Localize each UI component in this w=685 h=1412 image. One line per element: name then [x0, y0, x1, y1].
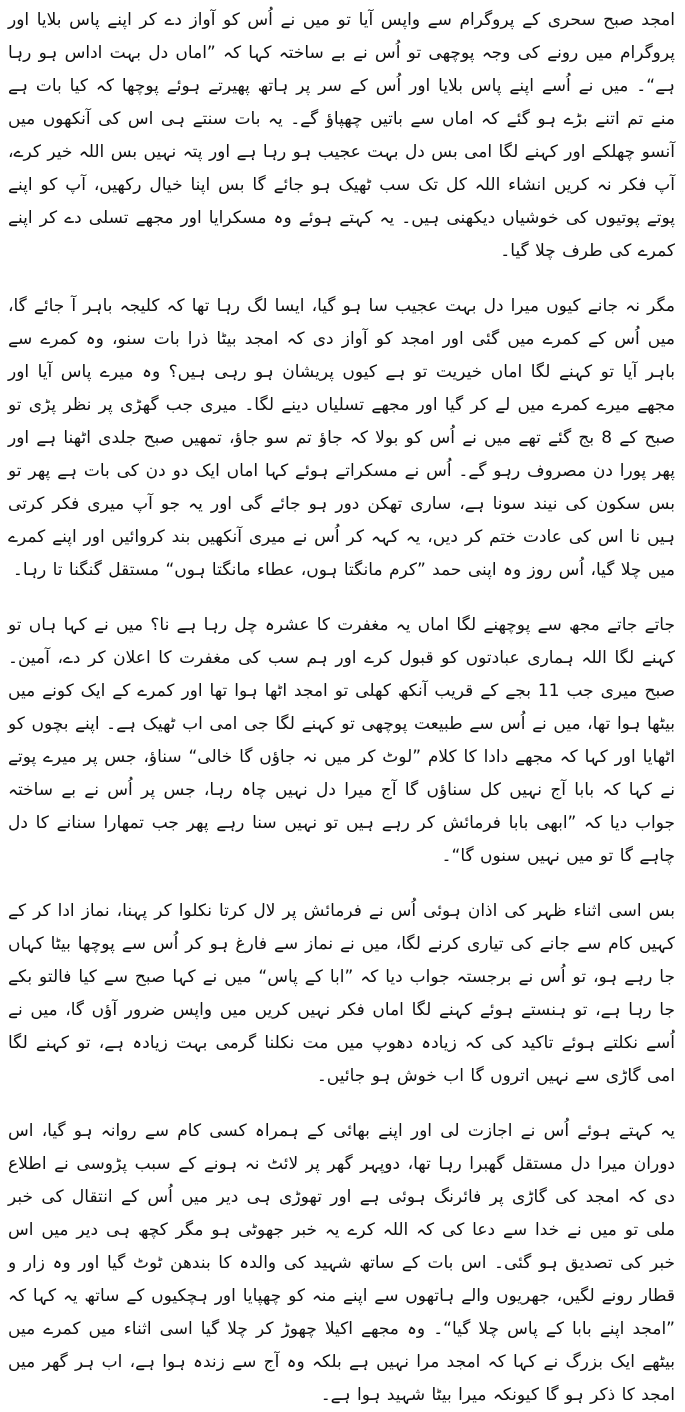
paragraph-2: مگر نہ جانے کیوں میرا دل بہت عجیب سا ہو گیا، ایسا لگ رہا تھا کہ کلیجہ باہر آ جائے گا، میں اُس کے کمرے میں گئی اور امجد کو آواز دی کہ امجد بیٹا ذرا بات سنو، وہ کمرے سے باہر آیا تو کہنے لگا اماں خیریت تو ہے کیوں پریشان ہو رہی ہیں؟ وہ میرے پاس آیا اور مجھے میرے کمرے میں لے کر گیا اور مجھے تسلیاں دینے لگا۔ میری جب گھڑی پر نظر پڑی تو صبح کے 8 بج گئے تھے میں نے اُس کو بولا کہ جاؤ تم سو جاؤ، تمھیں صبح جلدی اٹھنا ہے اور پھر پورا دن مصروف رہو گے۔ اُس نے مسکراتے ہوئے کہا اماں ایک دو دن کی بات ہے پھر تو بس سکون کی نیند سونا ہے، ساری تھکن دور ہو جائے گی اور یہ جو آپ میری فکر کرتی ہیں نا اس کی عادت ختم کر دیں، یہ کہہ کر اُس نے میری آنکھیں بند کروائیں اور اپنے کمرے میں چلا گیا، اُس روز وہ اپنی حمد ”کرم مانگتا ہوں، عطاء مانگتا ہوں“ مستقل گنگنا تا رہا۔	[8, 296, 675, 580]
paragraph-5: یہ کہتے ہوئے اُس نے اجازت لی اور اپنے بھائی کے ہمراہ کسی کام سے روانہ ہو گیا، اس دوران میرا دل مستقل گھبرا رہا تھا، دوپہر گھر پر لائٹ نہ ہونے کے سبب پڑوسی نے اطلاع دی کہ امجد کی گاڑی پر فائرنگ ہوئی ہے اور تھوڑی ہی دیر میں اُس کے انتقال کی خبر ملی تو میں نے خدا سے دعا کی کہ اللہ کرے یہ خبر جھوٹی ہو مگر کچھ ہی دیر میں اس خبر کی تصدیق ہو گئی۔ اس بات کے ساتھ شہید کی والدہ کا بندھن ٹوٹ گیا اور وہ زار و قطار رونے لگیں، جھریوں والے ہاتھوں سے اپنے منہ کو چھپایا اور ہچکیوں کے ساتھ یہ کہا کہ ”امجد اپنے بابا کے پاس چلا گیا“۔ وہ مجھے اکیلا چھوڑ کر چلا گیا اسی اثناء میں کمرے میں بیٹھے ایک بزرگ نے کہا کہ امجد مرا نہیں ہے بلکہ وہ آج سے زندہ ہوا ہے، اب ہر گھر میں امجد کا ذکر ہو گا کیونکہ میرا بیٹا شہید ہوا ہے۔	[8, 1121, 675, 1405]
paragraph-4: بس اسی اثناء ظہر کی اذان ہوئی اُس نے فرمائش پر لال کرتا نکلوا کر پہنا، نماز ادا کر کے کہیں کام سے جانے کی تیاری کرنے لگا، میں نے نماز سے فارغ ہو کر اُس سے پوچھا بیٹا کہاں جا رہے ہو، تو اُس نے برجستہ جواب دیا کہ ”ابا کے پاس“ میں نے کہا صبح سے کیا فالتو بکے جا رہا ہے، تو ہنستے ہوئے کہنے لگا اماں فکر نہیں کریں میں واپس ضرور آؤں گا، میں نے اُسے نکلتے ہوئے تاکید کی کہ زیادہ دھوپ میں مت نکلنا گرمی بہت زیادہ ہے، تو کہنے لگا امی گاڑی سے نہیں اتروں گا اب خوش ہو جائیں۔	[8, 901, 675, 1086]
paragraph-1: امجد صبح سحری کے پروگرام سے واپس آیا تو میں نے اُس کو آواز دے کر اپنے پاس بلایا اور پروگرام میں رونے کی وجہ پوچھی تو اُس نے بے ساختہ کہا کہ ”اماں دل بہت اداس ہو رہا ہے“۔ میں نے اُسے اپنے پاس بلایا اور اُس کے سر پر ہاتھ پھیرتے ہوئے پوچھا کہ کیا بات ہے منے تم اتنے بڑے ہو گئے کہ اماں سے باتیں چھپاؤ گے۔ یہ بات سنتے ہی اس کی آنکھوں میں آنسو چھلکے اور کہنے لگا امی بس دل بہت عجیب ہو رہا ہے اور پتہ نہیں بس اللہ خیر کرے، آپ فکر نہ کریں انشاء اللہ کل تک سب ٹھیک ہو جائے گا بس اپنا خیال رکھیں، آپ کو اپنے پوتے پوتیوں کی خوشیاں دیکھنی ہیں۔ یہ کہتے ہوئے وہ مسکرایا اور مجھے تسلی دے کر اپنے کمرے کی طرف چلا گیا۔	[8, 10, 675, 261]
paragraph-3: جاتے جاتے مجھ سے پوچھنے لگا اماں یہ مغفرت کا عشرہ چل رہا ہے نا؟ میں نے کہا ہاں تو کہنے لگا اللہ ہماری عبادتوں کو قبول کرے اور ہم سب کی مغفرت کا اعلان کر دے، آمین۔ صبح میری جب 11 بجے کے قریب آنکھ کھلی تو امجد اٹھا ہوا تھا اور کمرے کے ایک کونے میں بیٹھا ہوا تھا، میں نے اُس سے طبیعت پوچھی تو کہنے لگا جی امی اب ٹھیک ہے۔ اپنے بچوں کو اٹھایا اور کہا کہ مجھے دادا کا کلام ”لوٹ کر میں نہ جاؤں گا خالی“ سناؤ، جس پر میرے پوتے نے کہا کہ بابا آج نہیں کل سناؤں گا آج میرا دل نہیں چاہ رہا، جس پر اُس نے بے ساختہ جواب دیا کہ ”ابھی بابا فرمائش کر رہے ہیں تو نہیں سنا رہے پھر جب تمھارا سنانے کا دل چاہے گا تو میں نہیں سنوں گا“۔	[8, 615, 676, 866]
